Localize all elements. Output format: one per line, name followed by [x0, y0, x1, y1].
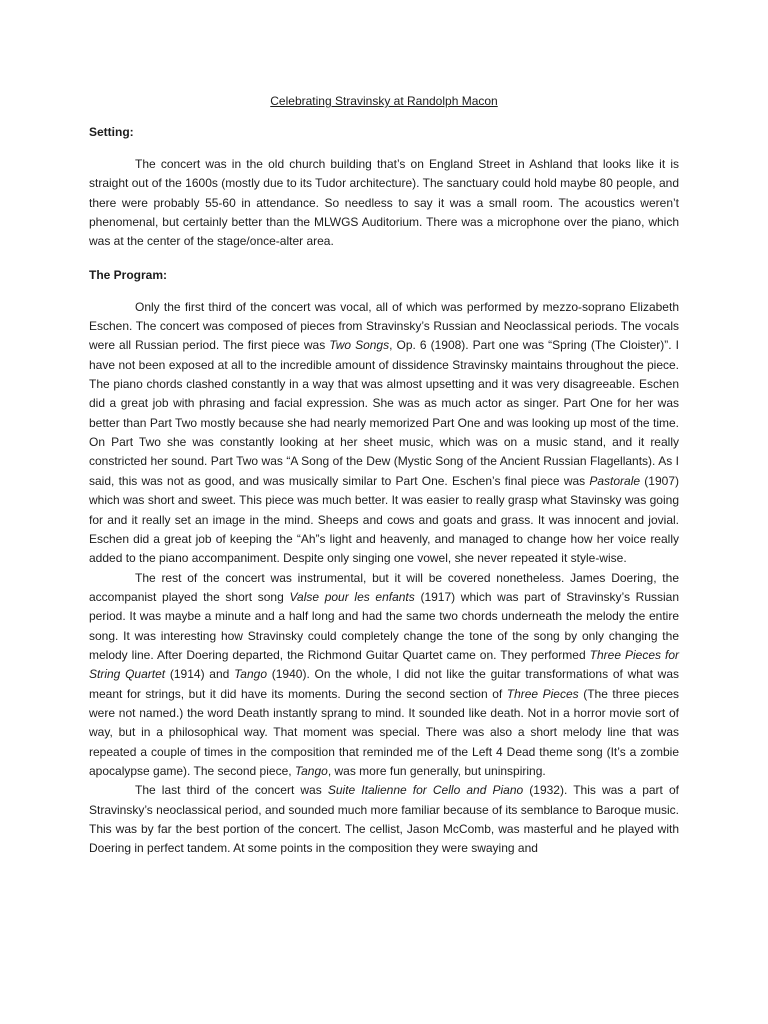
paragraph: [89, 569, 679, 782]
italic-title-text: Three Pieces for String Quartet: [89, 647, 680, 682]
section-heading-setting: Setting:: [89, 125, 134, 139]
paragraph-text: The rest of the concert was instrumental, but it will be covered nonetheless. James Doering, the accompanist played the short song: [89, 570, 679, 604]
italic-title-text: Tango: [294, 763, 328, 778]
italic-title-text: Suite Italienne for Cello and Piano: [327, 783, 524, 798]
paragraph: [89, 298, 679, 569]
page-title: Celebrating Stravinsky at Randolph Macon: [270, 94, 498, 108]
paragraph: [89, 781, 679, 858]
paragraph-text: , was more fun generally, but uninspiring.: [327, 763, 546, 778]
italic-title-text: Three Pieces: [506, 686, 579, 701]
italic-title-text: Pastorale: [589, 473, 641, 488]
section-heading-program: The Program:: [89, 267, 168, 282]
paragraph-text: , Op. 6 (1908). Part one was “Spring (The Cloister)”. I have not been exposed at all to the incredible amount of dissidence Stravinsky maintains throughout the piece. The piano chords clashed constantly in a way that was almost upsetting and it was very disagreeable. Eschen did a great job with phrasing and facial expression. She was as much actor as singer. Part One for her was better than Part Two mostly because she had nearly memorized Part One and was looking up most of the time. On Part Two she was constantly looking at her sheet music, which was on a music stand, and it really constricted her sound. Part Two was “A Song of the Dew (Mystic Song of the Ancient Russian Flagellants). As I said, this was not as good, and was musically similar to Part One. Eschen’s final piece was: [89, 338, 679, 488]
paragraph-text: (1940). On the whole, I did not like the guitar transformations of what was meant for strings, but it did have its moments. During the second section of: [89, 667, 680, 701]
paragraph-text: (1907) which was short and sweet. This piece was much better. It was easier to really grasp what Stavinsky was going for and it really set an image in the mind. Sheeps and cows and goats and grass. It was innocent and jovial. Eschen did a great job of keeping the “Ah”s light and heavenly, and managed to change how her voice really added to the piano accompaniment. Despite only singing one vowel, she never repeated it style-wise.: [89, 473, 679, 566]
paragraph-text: (1932). This was a part of Stravinsky’s neoclassical period, and sounded much more familiar because of its semblance to Baroque music. This was by far the best portion of the concert. The cellist, Jason McComb, was masterful and he played with Doering in perfect tandem. At some points in the composition they were swaying and: [89, 783, 679, 856]
paragraph-text: The concert was in the old church building that’s on England Street in Ashland that looks like it is straight out of the 1600s (mostly due to its Tudor architecture). The sanctuary could hold maybe 80 people, and there were probably 55-60 in attendance. So needless to say it was a small room. The acoustics weren’t phenomenal, but certainly better than the MLWGS Auditorium. There was a microphone over the piano, which was at the center of the stage/once-alter area.: [89, 157, 679, 249]
document-body: [89, 91, 679, 859]
italic-title-text: Tango: [234, 667, 268, 682]
paragraph-text: Only the first third of the concert was vocal, all of which was performed by mezzo-soprano Elizabeth Eschen. The concert was composed of pieces from Stravinsky’s Russian and Neoclassical periods. The vocals were all Russian period. The first piece was: [89, 299, 679, 353]
italic-title-text: Valse pour les enfants: [289, 589, 415, 604]
paragraph-text: The last third of the concert was: [135, 783, 328, 798]
paragraph: [89, 155, 679, 252]
paragraph-text: (1917) which was part of Stravinsky’s Russian period. It was maybe a minute and a half long and had the same two chords underneath the melody the entire song. It was interesting how Stravinsky could completely change the tone of the song by only changing the melody line. After Doering departed, the Richmond Guitar Quartet came on. They performed: [89, 589, 680, 662]
paragraph-text: (1914) and: [165, 667, 235, 682]
paragraph-text: (The three pieces were not named.) the word Death instantly sprang to mind. It sounded like death. Not in a horror movie sort of way, but in a philosophical way. That moment was special. There was also a short melody line that was repeated a couple of times in the composition that reminded me of the Left 4 Dead theme song (It’s a zombie apocalypse game). The second piece,: [89, 686, 679, 778]
italic-title-text: Two Songs: [329, 338, 390, 353]
